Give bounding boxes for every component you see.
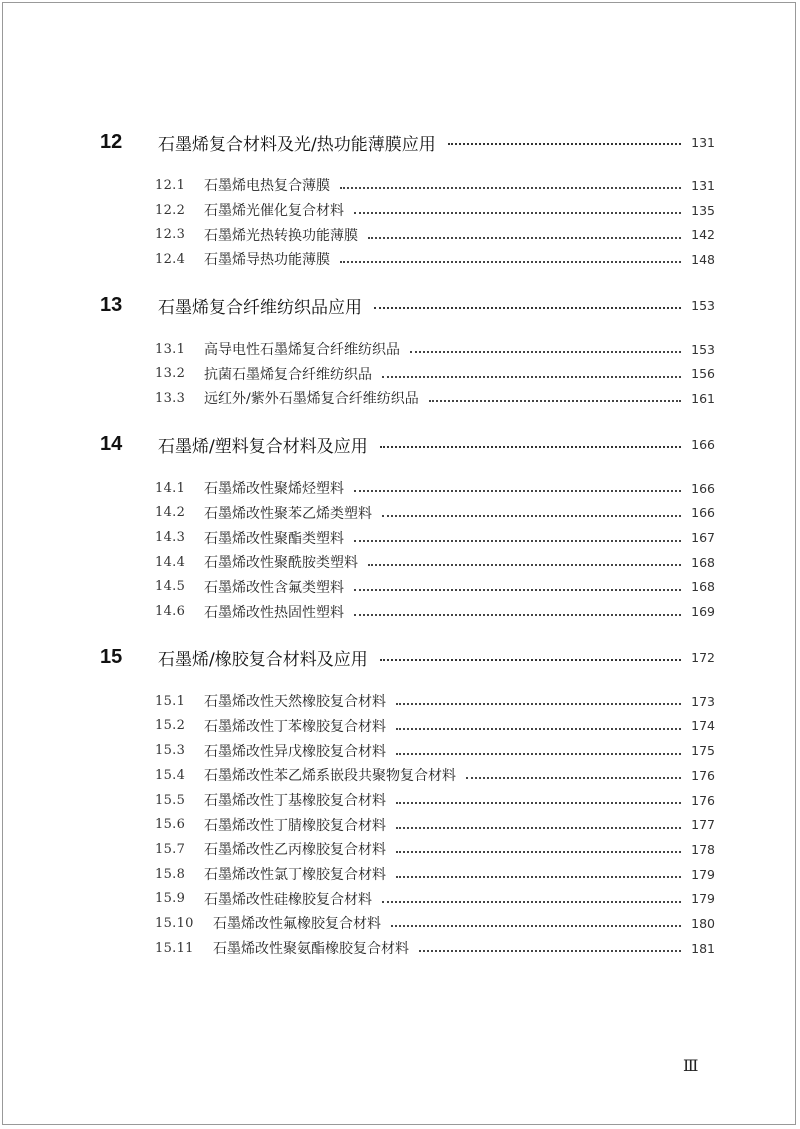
chapter-title: 石墨烯/橡胶复合材料及应用 [158,650,368,671]
dot-leader [368,237,681,239]
toc-entry[interactable] [155,886,715,911]
section-number: 14.2 [155,505,186,521]
toc-entry[interactable] [155,763,715,788]
section-list [155,689,715,961]
section-number: 12.1 [155,177,186,193]
section-title: 石墨烯改性氟橡胶复合材料 [213,916,381,933]
chapter-page-number: 172 [691,650,715,666]
section-page-number: 168 [691,579,715,595]
section-number: 13.1 [155,341,186,357]
chapter-heading[interactable] [100,431,715,459]
chapter-page-number: 153 [691,298,715,314]
dot-leader [448,143,681,145]
toc-entry[interactable] [155,386,715,411]
section-title: 石墨烯改性天然橡胶复合材料 [204,694,386,711]
dot-leader [396,827,681,829]
dot-leader [354,614,681,616]
toc-entry[interactable] [155,599,715,624]
dot-leader [396,876,681,878]
dot-leader [354,212,681,214]
dot-leader [368,564,681,566]
page-folio: Ⅲ [683,1058,699,1075]
toc-entry[interactable] [155,738,715,763]
section-title: 石墨烯改性异戊橡胶复合材料 [204,743,386,760]
section-page-number: 153 [691,341,715,357]
toc-entry[interactable] [155,936,715,961]
dot-leader [382,901,681,903]
dot-leader [354,589,681,591]
section-title: 石墨烯光催化复合材料 [204,203,344,220]
section-number: 15.10 [155,915,194,931]
dot-leader [354,540,681,542]
section-page-number: 135 [691,202,715,218]
section-list [155,476,715,624]
section-page-number: 169 [691,604,715,620]
dot-leader [380,446,681,448]
section-title: 石墨烯改性聚酯类塑料 [204,530,344,547]
toc-entry[interactable] [155,812,715,837]
section-title: 抗菌石墨烯复合纤维纺织品 [204,366,372,383]
section-title: 石墨烯改性丁腈橡胶复合材料 [204,817,386,834]
section-number: 14.1 [155,480,186,496]
chapter-title: 石墨烯/塑料复合材料及应用 [158,437,368,458]
section-number: 15.11 [155,940,194,956]
chapter-title: 石墨烯复合纤维纺织品应用 [158,298,362,319]
section-page-number: 178 [691,841,715,857]
section-title: 石墨烯改性硅橡胶复合材料 [204,891,372,908]
toc-entry[interactable] [155,222,715,247]
dot-leader [396,703,681,705]
section-page-number: 166 [691,505,715,521]
section-number: 13.3 [155,390,186,406]
toc-entry[interactable] [155,714,715,739]
section-title: 石墨烯改性氯丁橡胶复合材料 [204,867,386,884]
section-page-number: 180 [691,915,715,931]
section-page-number: 181 [691,940,715,956]
toc-entry[interactable] [155,361,715,386]
section-title: 石墨烯改性热固性塑料 [204,604,344,621]
toc-entry[interactable] [155,501,715,526]
chapter-15 [100,644,715,961]
dot-leader [374,307,681,309]
section-number: 12.2 [155,202,186,218]
section-page-number: 175 [691,743,715,759]
section-page-number: 179 [691,891,715,907]
dot-leader [396,753,681,755]
section-page-number: 177 [691,817,715,833]
chapter-number: 15 [100,646,123,669]
section-number: 15.4 [155,767,186,783]
chapter-14 [100,431,715,624]
dot-leader [391,925,681,927]
toc-entry[interactable] [155,173,715,198]
section-title: 石墨烯光热转换功能薄膜 [204,227,358,244]
chapter-heading[interactable] [100,644,715,672]
section-number: 14.6 [155,604,186,620]
section-title: 石墨烯电热复合薄膜 [204,178,330,195]
chapter-number: 14 [100,433,123,456]
dot-leader [429,400,681,402]
toc-entry[interactable] [155,550,715,575]
section-number: 15.8 [155,866,186,882]
dot-leader [380,659,681,661]
section-title: 石墨烯改性聚烯烃塑料 [204,481,344,498]
section-title: 石墨烯改性苯乙烯系嵌段共聚物复合材料 [204,768,456,785]
section-page-number: 176 [691,792,715,808]
toc-entry[interactable] [155,862,715,887]
section-page-number: 179 [691,866,715,882]
dot-leader [382,376,681,378]
toc-entry[interactable] [155,837,715,862]
chapter-heading[interactable] [100,292,715,320]
dot-leader [396,802,681,804]
section-page-number: 173 [691,693,715,709]
toc-entry[interactable] [155,476,715,501]
chapter-13 [100,292,715,411]
section-page-number: 166 [691,480,715,496]
dot-leader [340,261,681,263]
section-title: 石墨烯改性丁苯橡胶复合材料 [204,718,386,735]
section-page-number: 142 [691,227,715,243]
chapter-page-number: 166 [691,437,715,453]
toc-entry[interactable] [155,525,715,550]
toc-entry[interactable] [155,911,715,936]
section-title: 远红外/紫外石墨烯复合纤维纺织品 [204,391,419,408]
section-title: 石墨烯改性聚苯乙烯类塑料 [204,505,372,522]
section-number: 15.1 [155,693,186,709]
dot-leader [382,515,681,517]
chapter-heading[interactable] [100,128,715,156]
dot-leader [419,950,681,952]
section-number: 14.4 [155,554,186,570]
section-page-number: 167 [691,530,715,546]
section-title: 石墨烯改性聚酰胺类塑料 [204,555,358,572]
section-number: 15.2 [155,718,186,734]
section-page-number: 161 [691,390,715,406]
section-title: 石墨烯改性聚氨酯橡胶复合材料 [213,941,409,958]
dot-leader [466,777,681,779]
section-number: 14.3 [155,530,186,546]
section-title: 石墨烯改性乙丙橡胶复合材料 [204,842,386,859]
section-page-number: 174 [691,718,715,734]
dot-leader [340,187,681,189]
chapter-title: 石墨烯复合材料及光/热功能薄膜应用 [158,134,436,155]
section-number: 15.9 [155,891,186,907]
section-page-number: 168 [691,554,715,570]
chapter-number: 12 [100,130,123,153]
chapter-page-number: 131 [691,134,715,150]
section-number: 12.4 [155,251,186,267]
section-title: 石墨烯改性含氟类塑料 [204,579,344,596]
section-page-number: 148 [691,251,715,267]
toc-entry[interactable] [155,247,715,272]
table-of-contents [100,128,715,981]
toc-entry[interactable] [155,337,715,362]
dot-leader [410,351,681,353]
section-number: 15.3 [155,743,186,759]
section-list [155,173,715,272]
section-title: 高导电性石墨烯复合纤维纺织品 [204,342,400,359]
section-title: 石墨烯导热功能薄膜 [204,252,330,269]
dot-leader [396,728,681,730]
dot-leader [396,851,681,853]
toc-entry[interactable] [155,575,715,600]
dot-leader [354,490,681,492]
toc-entry[interactable] [155,198,715,223]
section-title: 石墨烯改性丁基橡胶复合材料 [204,793,386,810]
section-number: 15.7 [155,841,186,857]
section-number: 12.3 [155,227,186,243]
toc-entry[interactable] [155,788,715,813]
section-page-number: 131 [691,177,715,193]
section-number: 14.5 [155,579,186,595]
chapter-12 [100,128,715,272]
section-number: 15.6 [155,817,186,833]
section-page-number: 176 [691,767,715,783]
section-list [155,337,715,411]
section-page-number: 156 [691,366,715,382]
section-number: 13.2 [155,366,186,382]
section-number: 15.5 [155,792,186,808]
toc-entry[interactable] [155,689,715,714]
chapter-number: 13 [100,294,123,317]
